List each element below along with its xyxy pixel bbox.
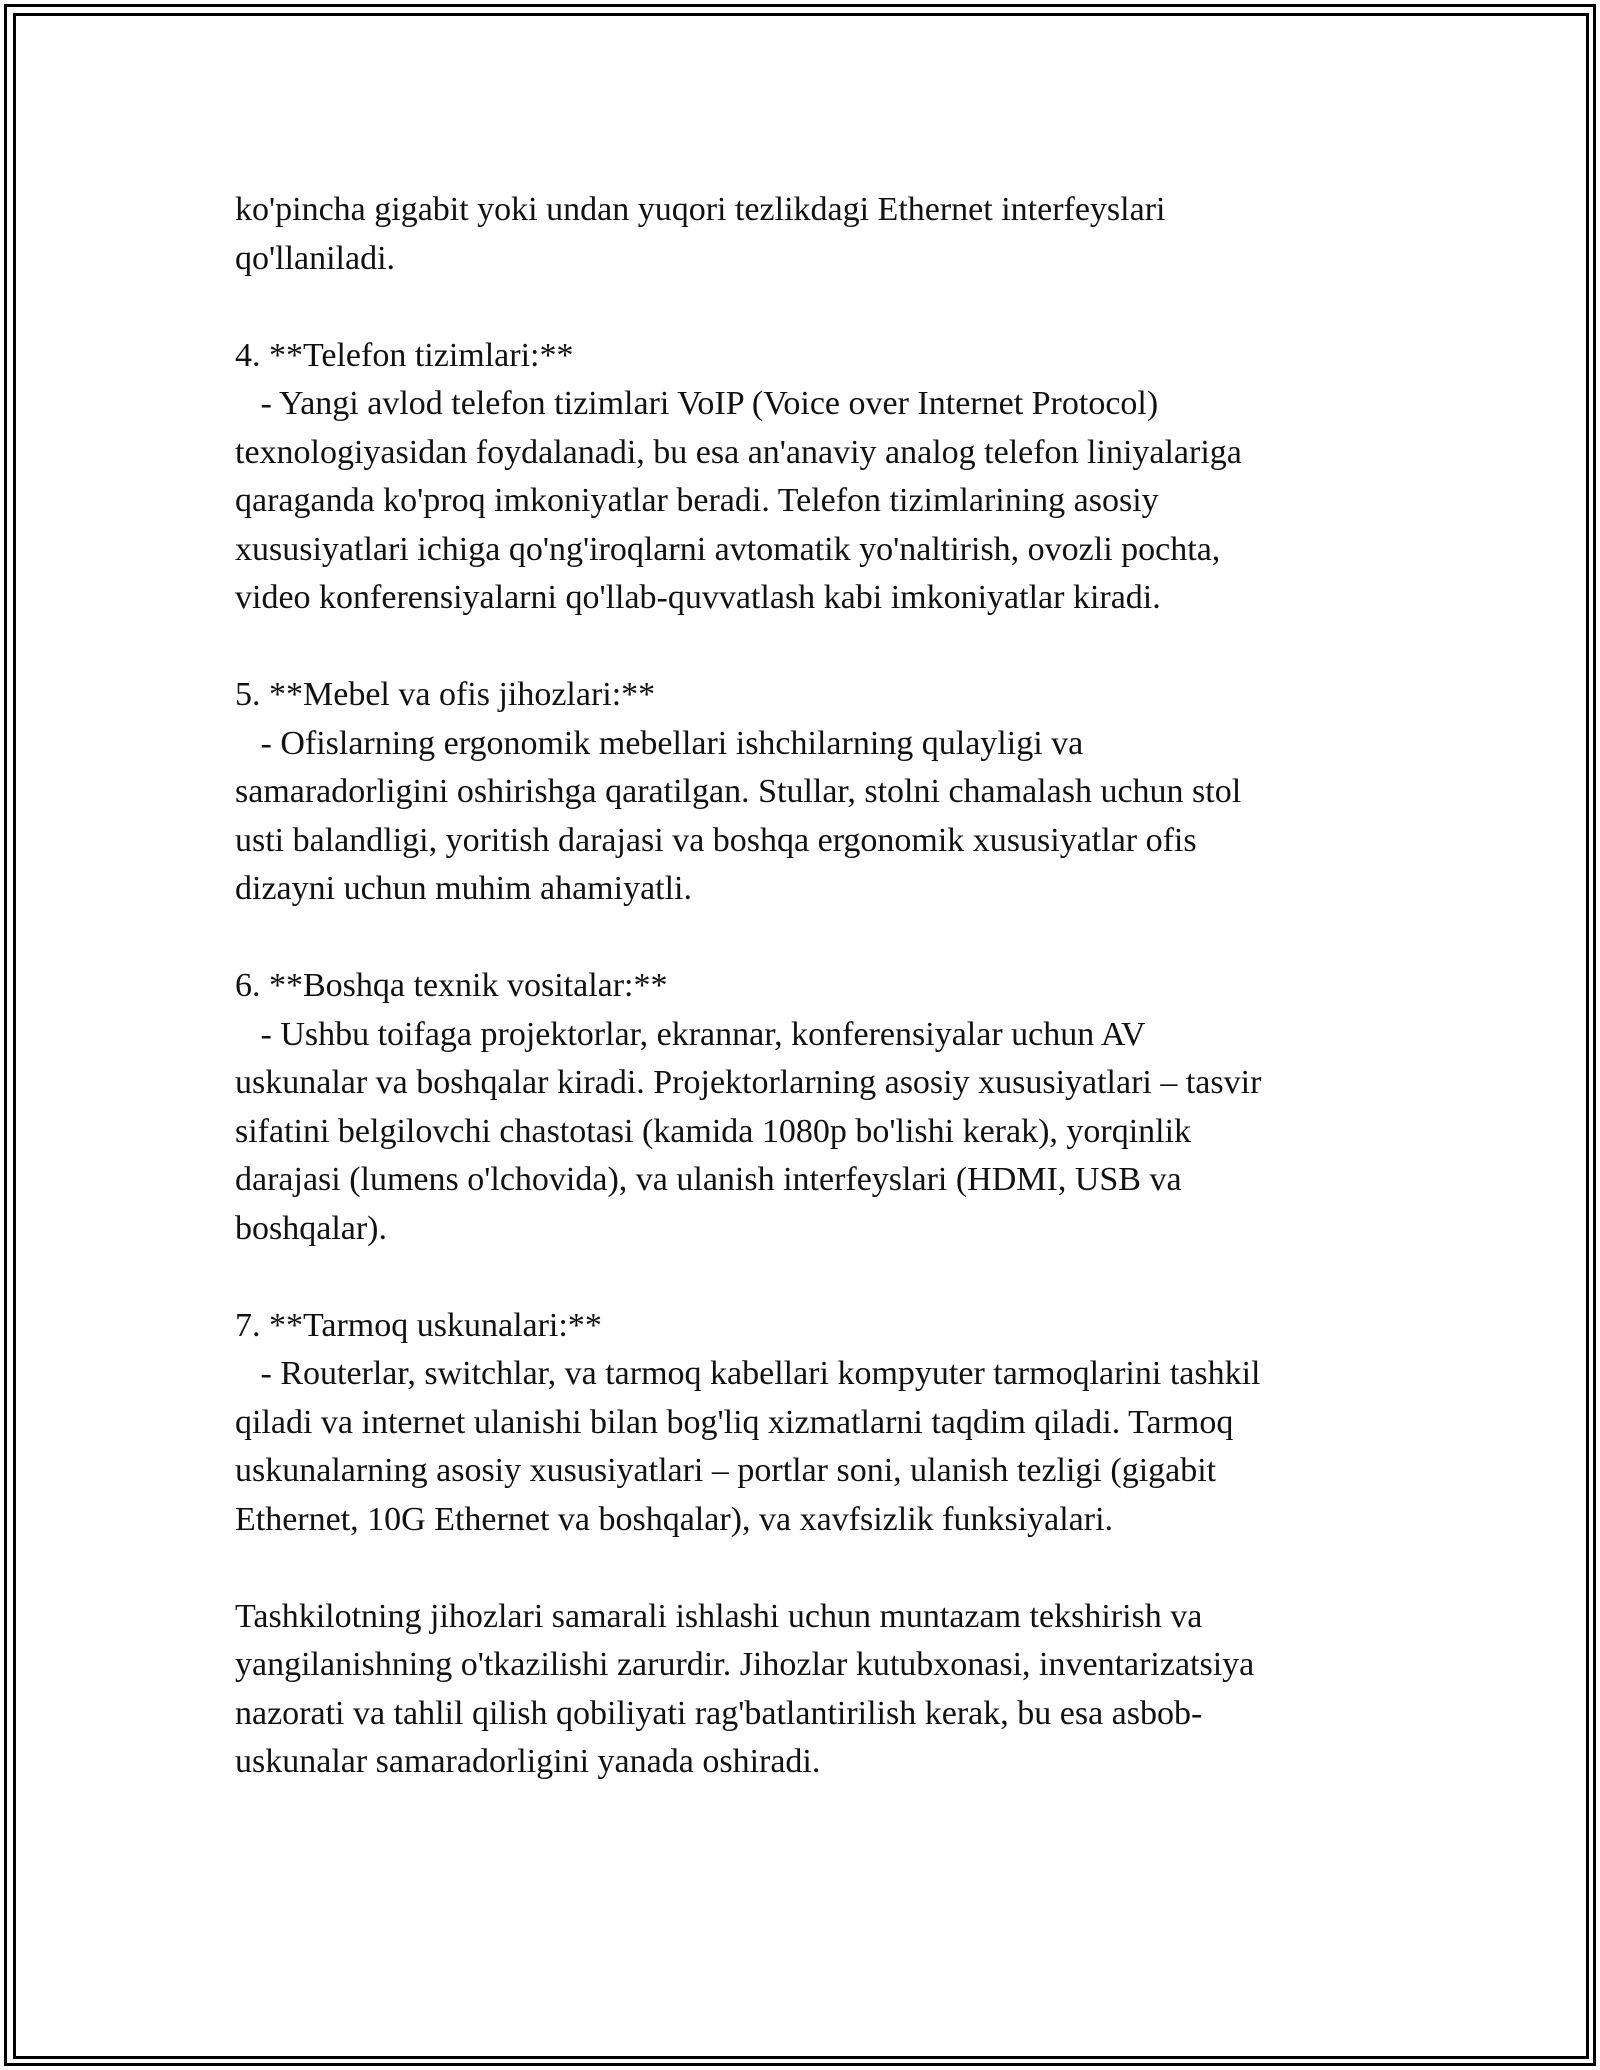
text-line: uskunalarning asosiy xususiyatlari – portlar soni, ulanish tezligi (gigabit (235, 1452, 1217, 1489)
section-boshqa-texnik-vositalar (235, 962, 1365, 1253)
section-heading: 5. **Mebel va ofis jihozlari:** (235, 676, 656, 713)
text-line: Ethernet, 10G Ethernet va boshqalar), va xavfsizlik funksiyalari. (235, 1500, 1114, 1538)
blank-line (235, 283, 1365, 332)
blank-line (235, 1544, 1365, 1593)
text-line: qaraganda ko'proq imkoniyatlar beradi. Telefon tizimlarining asosiy (235, 482, 1159, 519)
text-line: boshqalar). (235, 1209, 388, 1247)
section-heading: 7. **Tarmoq uskunalari:** (235, 1306, 602, 1344)
document-body (235, 186, 1365, 1787)
section-tarmoq-uskunalari (235, 1302, 1365, 1545)
section-mebel-va-ofis-jihozlari (235, 671, 1365, 914)
blank-line (235, 623, 1365, 672)
text-line: yangilanishning o'tkazilishi zarurdir. Jihozlar kutubxonasi, inventarizatsiya (235, 1646, 1255, 1683)
text-line: nazorati va tahlil qilish qobiliyati rag'batlantirilish kerak, bu esa asbob- (235, 1694, 1203, 1732)
blank-line (235, 1253, 1365, 1302)
text-line: qo'llaniladi. (235, 239, 396, 277)
blank-line (235, 914, 1365, 963)
text-line: sifatini belgilovchi chastotasi (kamida 1080p bo'lishi kerak), yorqinlik (235, 1112, 1192, 1150)
closing-paragraph (235, 1593, 1365, 1787)
text-line: dizayni uchun muhim ahamiyatli. (235, 870, 693, 907)
section-heading: 4. **Telefon tizimlari:** (235, 336, 574, 374)
text-line: darajasi (lumens o'lchovida), va ulanish interfeyslari (HDMI, USB va (235, 1161, 1182, 1198)
text-line: video konferensiyalarni qo'llab-quvvatlash kabi imkoniyatlar kiradi. (235, 579, 1161, 616)
text-line: Tashkilotning jihozlari samarali ishlashi uchun muntazam tekshirish va (235, 1597, 1203, 1635)
text-line: - Yangi avlod telefon tizimlari VoIP (Voice over Internet Protocol) (235, 385, 1159, 422)
text-line: texnologiyasidan foydalanadi, bu esa an'anaviy analog telefon liniyalariga (235, 433, 1242, 471)
text-line: - Ofislarning ergonomik mebellari ishchilarning qulayligi va (235, 724, 1084, 762)
text-line: uskunalar samaradorligini yanada oshiradi. (235, 1743, 821, 1780)
text-line: samaradorligini oshirishga qaratilgan. Stullar, stolni chamalash uchun stol (235, 773, 1242, 810)
section-telefon-tizimlari (235, 332, 1365, 623)
intro-paragraph (235, 186, 1365, 283)
section-heading: 6. **Boshqa texnik vositalar:** (235, 967, 668, 1004)
text-line: usti balandligi, yoritish darajasi va boshqa ergonomik xususiyatlar ofis (235, 821, 1197, 859)
text-line: ko'pincha gigabit yoki undan yuqori tezlikdagi Ethernet interfeyslari (235, 191, 1166, 228)
text-line: - Ushbu toifaga projektorlar, ekrannar, konferensiyalar uchun AV (235, 1015, 1146, 1053)
text-line: qiladi va internet ulanishi bilan bog'liq xizmatlarni taqdim qiladi. Tarmoq (235, 1403, 1234, 1441)
text-line: - Routerlar, switchlar, va tarmoq kabellari kompyuter tarmoqlarini tashkil (235, 1355, 1261, 1392)
text-line: xususiyatlari ichiga qo'ng'iroqlarni avtomatik yo'naltirish, ovozli pochta, (235, 530, 1221, 568)
text-line: uskunalar va boshqalar kiradi. Projektorlarning asosiy xususiyatlari – tasvir (235, 1064, 1262, 1101)
